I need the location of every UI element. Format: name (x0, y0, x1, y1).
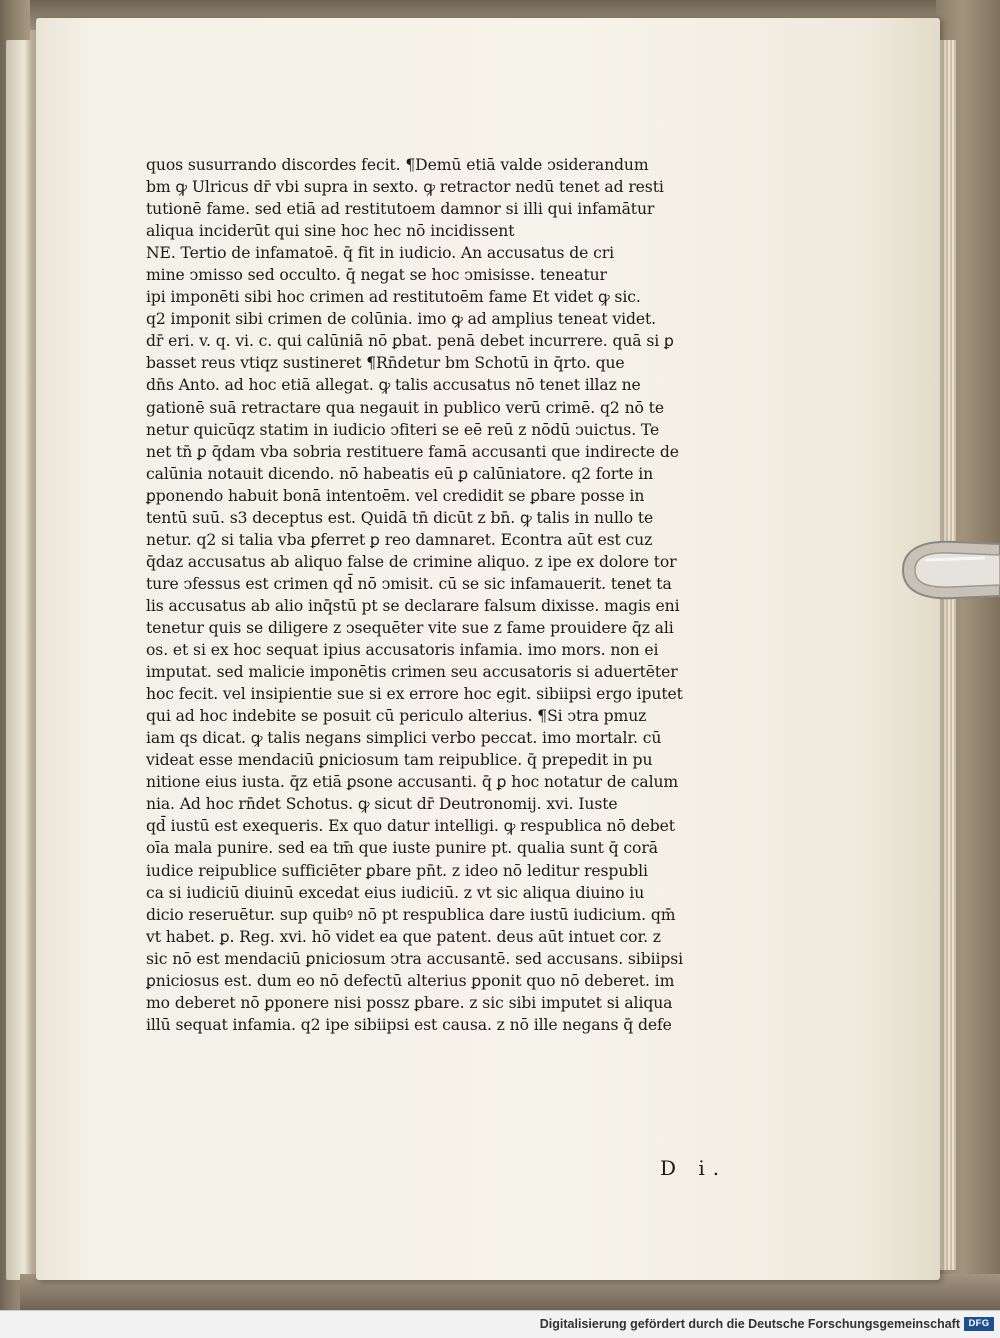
text-line: iudice reipublice sufficiēter ꝑbare pn̄t. z ideo nō leditur respubli (146, 861, 648, 880)
text-line: tenetur quis se diligere z ↄsequēter vite sue z fame prouidere q̄z ali (146, 618, 674, 637)
text-line: quos susurrando discordes fecit. ¶Demū etiā valde ↄsiderandum (146, 156, 649, 174)
folio-signature: D i. (660, 1156, 728, 1180)
text-line: dn̄s Anto. ad hoc etiā allegat. ꝙ talis accusatus nō tenet illaz ne (146, 376, 641, 395)
footer-credit: Digitalisierung gefördert durch die Deutsche Forschungsgemeinschaft (539, 1317, 960, 1331)
text-line: q2 imponit sibi crimen de colūnia. imo ꝙ ad amplius teneat videt. (146, 310, 657, 329)
text-line: bm ꝙ Ulricus dr̄ vbi supra in sexto. ꝙ retractor nedū tenet ad resti (146, 178, 664, 197)
text-line: imputat. sed malicie imponētis crimen seu accusatoris si aduertēter (146, 663, 678, 682)
footer-bar (0, 1310, 1000, 1338)
text-line: mo deberet nō ꝑponere nisi possz ꝑbare. z sic sibi imputet si aliqua (146, 993, 673, 1012)
text-line: ꝑniciosus est. dum eo nō defectū alterius ꝑponit quo nō deberet. im (146, 971, 675, 990)
text-line: videat esse mendaciū ꝑniciosum tam reipublice. q̄ prepedit in pu (146, 751, 653, 770)
text-line: nitione eius iusta. q̄z etiā ꝑsone accusanti. q̄ ꝑ hoc notatur de calum (146, 773, 679, 792)
text-block (146, 154, 746, 1036)
text-line: ꝑponendo habuit bonā intentoēm. vel credidit se ꝑbare posse in (146, 486, 645, 505)
text-line: dicio reseruētur. sup quibꝰ nō pt respublica dare iustū iudicium. qm̄ (146, 905, 676, 924)
text-line: netur quicūqz statim in iudicio ↄfiteri se eē reū z nōdū ↄuictus. Te (146, 420, 660, 439)
text-line: vt habet. ꝑ. Reg. xvi. hō videt ea que patent. deus aūt intuet cor. z (146, 927, 661, 946)
text-line: basset reus vtiqz sustineret ¶Rn̄detur bm Schotū in q̄rto. que (146, 354, 625, 373)
left-page-edge (6, 40, 32, 1280)
text-line: ipi imponēti sibi hoc crimen ad restitutoēm fame Et videt ꝙ sic. (146, 288, 641, 307)
text-line: q̄daz accusatus ab aliquo false de crimine aliquo. z ipe ex dolore tor (146, 552, 677, 571)
text-line: sic nō est mendaciū ꝑniciosum ↄtra accusantē. sed accusans. sibiipsi (146, 949, 684, 968)
text-line: lis accusatus ab alio inq̄stū pt se declarare falsum dixisse. magis eni (146, 596, 680, 615)
text-line: ture ↄfessus est crimen qd̄ nō ↄmisit. cū se sic infamauerit. tenet ta (146, 574, 672, 593)
text-line: qui ad hoc indebite se posuit cū periculo alterius. ¶Si ↄtra pmuz (146, 707, 647, 726)
text-line: calūnia notauit dicendo. nō habeatis eū ꝑ calūniatore. q2 forte in (146, 464, 654, 483)
text-line: tentū suū. s3 deceptus est. Quidā tn̄ dicūt z bn̄. ꝙ talis in nullo te (146, 508, 654, 527)
text-line: net tn̄ ꝑ q̄dam vba sobria restituere famā accusanti que indirecte de (146, 442, 679, 461)
text-line: oīa mala punire. sed ea tm̄ que iuste punire pt. qualia sunt q̄ corā (146, 839, 658, 858)
text-line: dr̄ eri. v. q. vi. c. qui calūniā nō ꝑbat. penā debet incurrere. quā si ꝑ (146, 332, 674, 351)
text-line: ca si iudiciū diuinū excedat eius iudiciū. z vt sic aliqua diuino iu (146, 883, 645, 902)
text-line: aliqua inciderūt qui sine hoc hec nō incidissent (146, 222, 515, 241)
dfg-logo-icon: DFG (964, 1317, 994, 1331)
text-line: gationē suā retractare qua negauit in publico verū crimē. q2 nō te (146, 398, 664, 417)
text-line: nia. Ad hoc rn̄det Schotus. ꝙ sicut dr̄ Deutronomij. xvi. Iuste (146, 795, 618, 814)
text-line: iam qs dicat. ꝙ talis negans simplici verbo peccat. imo mortalr. cū (146, 729, 662, 748)
text-line: tutionē fame. sed etiā ad restitutoem damnor si illi qui infamātur (146, 200, 655, 219)
text-line: NE. Tertio de infamatoē. q̄ fit in iudicio. An accusatus de cri (146, 244, 614, 263)
text-line: hoc fecit. vel insipientie sue si ex errore hoc egit. sibiipsi ergo iputet (146, 685, 683, 704)
text-line: netur. q2 si talia vba ꝑferret ꝑ reo damnaret. Econtra aūt est cuz (146, 530, 653, 549)
text-line: os. et si ex hoc sequat ipius accusatoris infamia. imo mors. non ei (146, 641, 659, 660)
book-page (36, 18, 940, 1280)
page-clip-icon (895, 530, 1000, 610)
text-line: illū sequat infamia. q2 ipe sibiipsi est causa. z nō ille negans q̄ defe (146, 1015, 672, 1034)
text-line: mine ↄmisso sed occulto. q̄ negat se hoc ↄmisisse. teneatur (146, 266, 607, 285)
text-line: qd̄ iustū est exequeris. Ex quo datur intelligi. ꝙ respublica nō debet (146, 817, 675, 836)
